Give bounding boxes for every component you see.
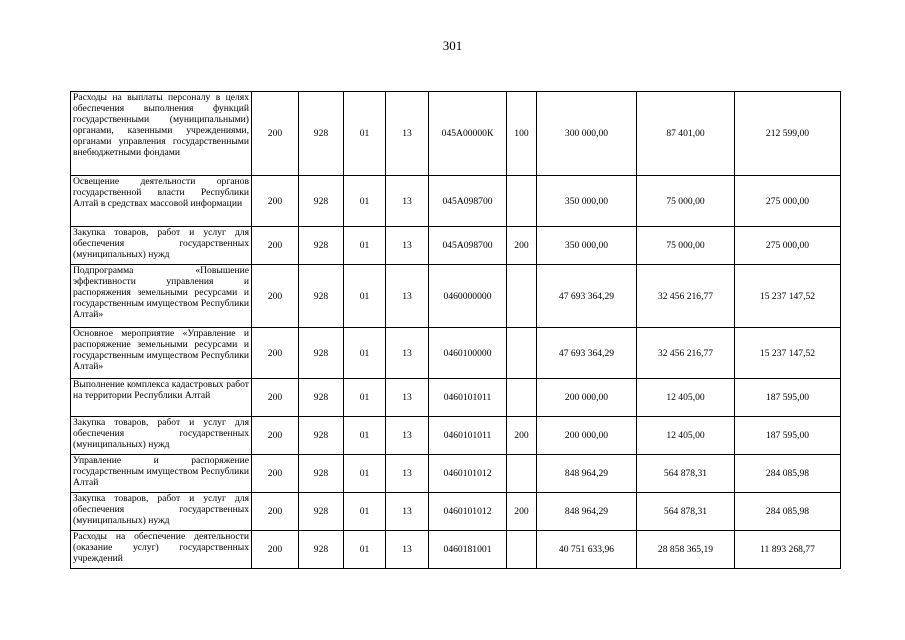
cell-v3: 15 237 147,52 [735,328,841,379]
cell-c4: 13 [386,265,429,328]
cell-c4: 13 [386,227,429,265]
table-row [71,531,841,569]
cell-c6 [507,328,537,379]
row-name: Выполнение комплекса кадастровых работ на территории Республики Алтай [71,379,252,417]
row-name: Расходы на выплаты персоналу в целях обеспечения выполнения функций государственными (муниципальными) органами, казенными учреждениями, органами управления государственными внебюджетными фондами [71,92,252,176]
cell-c5: 0460100000 [429,328,507,379]
cell-c5: 045А00000К [429,92,507,176]
cell-c2: 928 [299,493,344,531]
cell-v2: 32 456 216,77 [637,328,735,379]
cell-c2: 928 [299,379,344,417]
cell-v1: 200 000,00 [537,417,637,455]
row-name: Закупка товаров, работ и услуг для обеспечения государственных (муниципальных) нужд [71,227,252,265]
cell-c1: 200 [252,417,299,455]
cell-v2: 75 000,00 [637,176,735,227]
cell-c4: 13 [386,379,429,417]
cell-c1: 200 [252,328,299,379]
cell-v3: 284 085,98 [735,455,841,493]
cell-c3: 01 [344,328,386,379]
cell-v1: 300 000,00 [537,92,637,176]
cell-c1: 200 [252,176,299,227]
table-row [71,92,841,176]
cell-c5: 0460181001 [429,531,507,569]
row-name: Подпрограмма «Повышение эффективности управления и распоряжения земельными ресурсами и государственным имуществом Республики Алтай» [71,265,252,328]
cell-c3: 01 [344,227,386,265]
cell-c1: 200 [252,92,299,176]
cell-v3: 212 599,00 [735,92,841,176]
cell-c3: 01 [344,417,386,455]
cell-c6: 200 [507,493,537,531]
cell-c4: 13 [386,455,429,493]
cell-v3: 275 000,00 [735,227,841,265]
cell-v1: 848 964,29 [537,493,637,531]
table-row [71,328,841,379]
cell-v1: 47 693 364,29 [537,265,637,328]
cell-c5: 0460101011 [429,379,507,417]
cell-c1: 200 [252,265,299,328]
cell-c5: 0460000000 [429,265,507,328]
cell-c6 [507,176,537,227]
cell-v2: 32 456 216,77 [637,265,735,328]
cell-c3: 01 [344,455,386,493]
table-row [71,417,841,455]
table-row [71,379,841,417]
cell-c3: 01 [344,92,386,176]
cell-c6 [507,455,537,493]
cell-c3: 01 [344,379,386,417]
cell-c1: 200 [252,379,299,417]
cell-v1: 200 000,00 [537,379,637,417]
cell-v3: 15 237 147,52 [735,265,841,328]
cell-c3: 01 [344,493,386,531]
cell-v1: 47 693 364,29 [537,328,637,379]
cell-c1: 200 [252,227,299,265]
cell-v2: 12 405,00 [637,379,735,417]
cell-c1: 200 [252,455,299,493]
cell-v3: 284 085,98 [735,493,841,531]
cell-v2: 87 401,00 [637,92,735,176]
cell-v2: 12 405,00 [637,417,735,455]
cell-v3: 187 595,00 [735,379,841,417]
cell-c2: 928 [299,92,344,176]
cell-c2: 928 [299,531,344,569]
table-row [71,493,841,531]
row-name: Освещение деятельности органов государственной власти Республики Алтай в средствах массовой информации [71,176,252,227]
page-number: 301 [442,38,463,53]
cell-v3: 11 893 268,77 [735,531,841,569]
cell-c5: 045А098700 [429,227,507,265]
cell-v1: 350 000,00 [537,227,637,265]
cell-v2: 564 878,31 [637,493,735,531]
cell-c1: 200 [252,493,299,531]
cell-v2: 75 000,00 [637,227,735,265]
cell-c6 [507,531,537,569]
row-name: Управление и распоряжение государственным имуществом Республики Алтай [71,455,252,493]
cell-c4: 13 [386,92,429,176]
cell-v1: 848 964,29 [537,455,637,493]
cell-c2: 928 [299,227,344,265]
cell-c6: 200 [507,227,537,265]
row-name: Основное мероприятие «Управление и распоряжение земельными ресурсами и государственным имуществом Республики Алтай» [71,328,252,379]
cell-c3: 01 [344,265,386,328]
cell-c5: 0460101012 [429,455,507,493]
cell-c6: 200 [507,417,537,455]
cell-v1: 40 751 633,96 [537,531,637,569]
row-name: Закупка товаров, работ и услуг для обеспечения государственных (муниципальных) нужд [71,417,252,455]
cell-c2: 928 [299,417,344,455]
cell-c5: 0460101012 [429,493,507,531]
table-row [71,227,841,265]
cell-c1: 200 [252,531,299,569]
cell-c4: 13 [386,493,429,531]
cell-c6 [507,379,537,417]
cell-c2: 928 [299,176,344,227]
cell-c2: 928 [299,328,344,379]
table-row [71,176,841,227]
cell-c2: 928 [299,265,344,328]
cell-v2: 564 878,31 [637,455,735,493]
cell-c6: 100 [507,92,537,176]
cell-c3: 01 [344,176,386,227]
table-row [71,455,841,493]
cell-c4: 13 [386,328,429,379]
cell-c4: 13 [386,176,429,227]
cell-c4: 13 [386,417,429,455]
table-row [71,265,841,328]
budget-table [70,91,841,569]
cell-c5: 045А098700 [429,176,507,227]
row-name: Закупка товаров, работ и услуг для обеспечения государственных (муниципальных) нужд [71,493,252,531]
cell-v3: 187 595,00 [735,417,841,455]
cell-v1: 350 000,00 [537,176,637,227]
cell-c2: 928 [299,455,344,493]
cell-v3: 275 000,00 [735,176,841,227]
cell-c3: 01 [344,531,386,569]
cell-c4: 13 [386,531,429,569]
cell-v2: 28 858 365,19 [637,531,735,569]
row-name: Расходы на обеспечение деятельности (оказание услуг) государственных учреждений [71,531,252,569]
cell-c6 [507,265,537,328]
cell-c5: 0460101011 [429,417,507,455]
